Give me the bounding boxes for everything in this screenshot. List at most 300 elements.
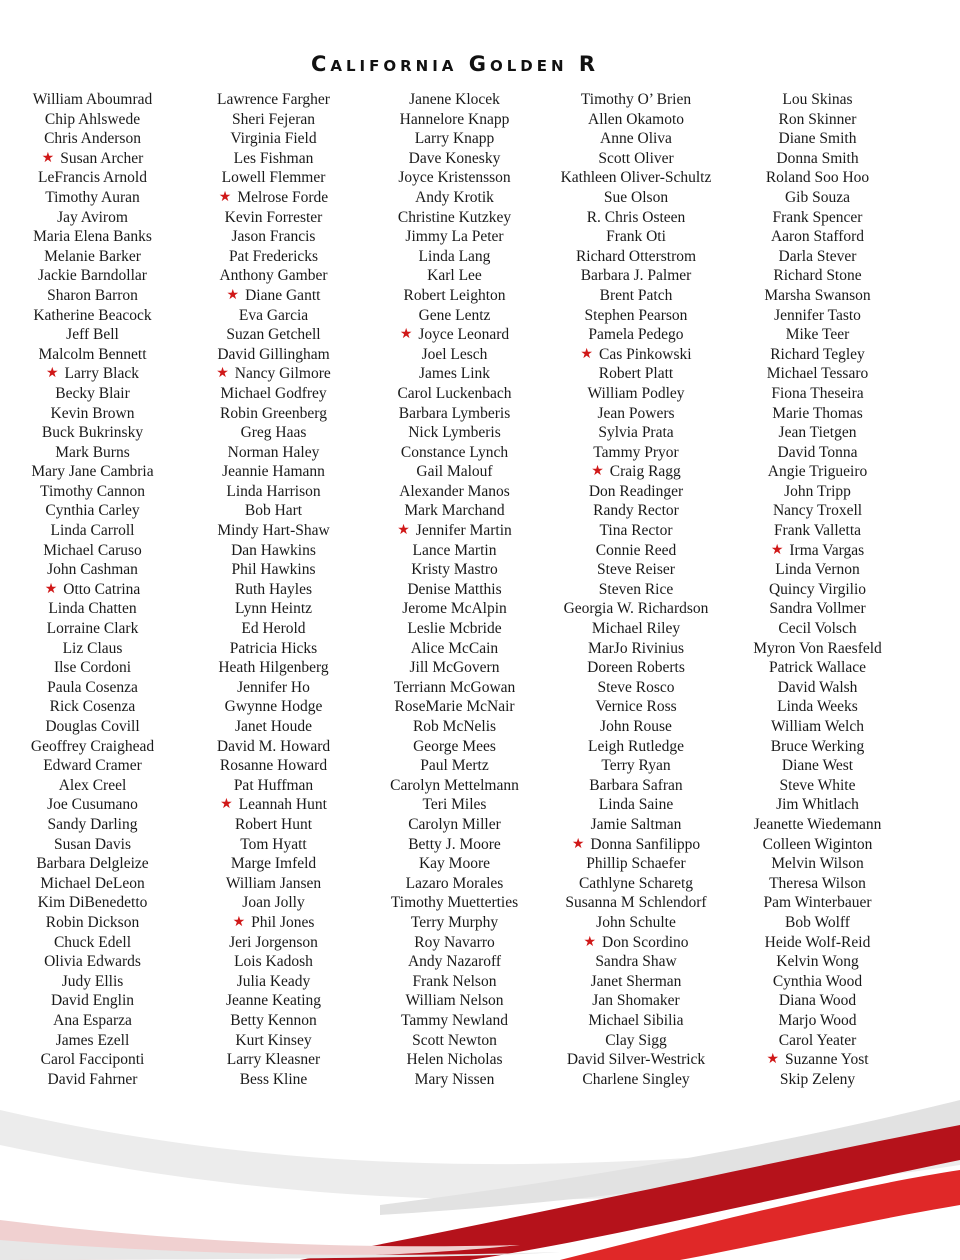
name-text: Timothy Muetterties bbox=[390, 894, 519, 912]
name-entry bbox=[219, 188, 328, 208]
name-text: Leigh Rutledge bbox=[588, 737, 684, 755]
name-entry bbox=[773, 266, 861, 286]
name-text: Jamie Saltman bbox=[590, 815, 682, 833]
name-entry bbox=[769, 580, 866, 600]
name-entry bbox=[230, 1011, 317, 1031]
name-text: Gwynne Hodge bbox=[224, 698, 323, 716]
name-text: Ed Herold bbox=[241, 620, 306, 638]
name-text: Maria Elena Banks bbox=[33, 228, 152, 246]
name-text: Fiona Theseira bbox=[771, 384, 864, 402]
name-entry bbox=[769, 658, 866, 678]
name-entry bbox=[402, 599, 507, 619]
name-text: Judy Ellis bbox=[61, 972, 124, 990]
name-text: Eva Garcia bbox=[238, 306, 309, 324]
name-entry bbox=[588, 737, 684, 757]
name-text: Steve Rosco bbox=[597, 678, 675, 696]
name-text: Pat Huffman bbox=[233, 776, 314, 794]
name-entry bbox=[408, 423, 501, 443]
name-entry bbox=[779, 110, 857, 130]
name-text: Craig Ragg bbox=[609, 463, 681, 481]
name-text: MarJo Rivinius bbox=[587, 639, 685, 657]
name-entry bbox=[38, 168, 147, 188]
name-entry bbox=[768, 462, 867, 482]
name-text: Susan Davis bbox=[53, 835, 132, 853]
name-entry bbox=[217, 345, 329, 365]
name-text: Scott Newton bbox=[412, 1031, 497, 1049]
name-entry bbox=[216, 364, 331, 384]
name-text: Skip Zeleny bbox=[779, 1070, 856, 1088]
name-entry bbox=[47, 560, 138, 580]
name-text: Sylvia Prata bbox=[598, 424, 674, 442]
name-text: David M. Howard bbox=[216, 737, 331, 755]
name-text: Jeff Bell bbox=[66, 326, 119, 344]
name-text: Carol Yeater bbox=[778, 1031, 857, 1049]
name-text: Chip Ahlswede bbox=[44, 110, 141, 128]
name-text: Katherine Beacock bbox=[33, 306, 152, 324]
name-columns bbox=[2, 90, 908, 1090]
name-entry bbox=[419, 854, 490, 874]
name-entry bbox=[763, 835, 873, 855]
name-text: Robert Platt bbox=[598, 365, 674, 383]
name-text: Allen Okamoto bbox=[588, 110, 684, 128]
name-text: Doreen Roberts bbox=[587, 659, 685, 677]
name-entry bbox=[583, 933, 688, 953]
name-text: Charlene Singley bbox=[582, 1070, 690, 1088]
name-text: David Fahrner bbox=[47, 1070, 138, 1088]
name-entry bbox=[54, 658, 131, 678]
name-entry bbox=[57, 208, 128, 228]
name-entry bbox=[235, 717, 312, 737]
name-text: Cynthia Wood bbox=[772, 972, 863, 990]
name-entry bbox=[239, 306, 308, 326]
name-entry bbox=[591, 815, 682, 835]
name-text: Richard Stone bbox=[773, 267, 862, 285]
name-entry bbox=[237, 972, 311, 992]
name-entry bbox=[226, 482, 320, 502]
name-entry bbox=[605, 1031, 667, 1051]
name-text: Barbara Delgleize bbox=[36, 855, 149, 873]
name-entry bbox=[415, 129, 495, 149]
name-text: John Tripp bbox=[784, 482, 851, 500]
name-entry bbox=[416, 462, 492, 482]
name-text: Joyce Leonard bbox=[418, 326, 510, 344]
name-text: Kristy Mastro bbox=[411, 561, 498, 579]
name-entry bbox=[599, 795, 673, 815]
name-text: Bruce Werking bbox=[770, 737, 865, 755]
name-entry bbox=[580, 345, 691, 365]
name-text: Colleen Wiginton bbox=[762, 835, 873, 853]
name-entry bbox=[779, 991, 856, 1011]
name-entry bbox=[401, 443, 508, 463]
name-text: Sandra Shaw bbox=[595, 953, 677, 971]
name-text: Donna Smith bbox=[776, 149, 859, 167]
name-text: John Cashman bbox=[47, 561, 138, 579]
name-entry bbox=[753, 639, 882, 659]
name-entry bbox=[592, 991, 679, 1011]
name-entry bbox=[59, 776, 127, 796]
star-icon: ★ bbox=[399, 327, 413, 343]
name-entry bbox=[225, 208, 323, 228]
name-entry bbox=[567, 1050, 705, 1070]
name-entry bbox=[235, 580, 312, 600]
name-text: Richard Otterstrom bbox=[575, 247, 697, 265]
star-icon: ★ bbox=[591, 464, 604, 480]
name-entry bbox=[771, 737, 865, 757]
name-text: David Gillingham bbox=[217, 345, 330, 363]
name-text: Joyce Kristensson bbox=[398, 169, 511, 187]
star-icon: ★ bbox=[770, 542, 784, 558]
name-entry bbox=[230, 129, 316, 149]
name-entry bbox=[598, 423, 673, 443]
name-entry bbox=[38, 266, 147, 286]
name-entry bbox=[408, 835, 501, 855]
name-text: Chuck Edell bbox=[53, 933, 132, 951]
name-entry bbox=[44, 129, 141, 149]
name-text: Rob McNelis bbox=[412, 718, 497, 735]
name-entry bbox=[779, 247, 857, 267]
name-entry bbox=[218, 658, 328, 678]
name-entry bbox=[599, 364, 673, 384]
name-entry bbox=[399, 482, 510, 502]
name-entry bbox=[228, 443, 320, 463]
name-entry bbox=[776, 795, 859, 815]
name-entry bbox=[38, 893, 148, 913]
name-text: Patricia Hicks bbox=[229, 639, 318, 657]
name-entry bbox=[769, 599, 865, 619]
name-entry bbox=[232, 110, 315, 130]
name-entry bbox=[764, 286, 870, 306]
name-entry bbox=[779, 423, 857, 443]
name-entry bbox=[51, 991, 134, 1011]
name-entry bbox=[773, 501, 862, 521]
name-text: Barbara Safran bbox=[589, 776, 683, 794]
name-entry bbox=[226, 325, 320, 345]
name-entry bbox=[422, 345, 488, 365]
name-entry bbox=[409, 149, 501, 169]
name-entry bbox=[410, 658, 500, 678]
name-entry bbox=[399, 404, 510, 424]
name-entry bbox=[242, 893, 304, 913]
name-text: John Schulte bbox=[596, 913, 676, 931]
name-entry bbox=[391, 893, 518, 913]
name-entry bbox=[227, 1050, 320, 1070]
name-entry bbox=[227, 286, 321, 306]
name-entry bbox=[397, 384, 511, 404]
name-entry bbox=[780, 1070, 855, 1090]
name-entry bbox=[397, 521, 512, 541]
name-text: William Podley bbox=[587, 384, 685, 402]
name-entry bbox=[406, 874, 504, 894]
name-entry bbox=[31, 737, 154, 757]
name-text: Andy Nazaroff bbox=[407, 953, 502, 971]
name-text: Rick Cosenza bbox=[49, 698, 136, 716]
name-text: Carol Luckenbach bbox=[397, 384, 512, 402]
name-text: Jill McGovern bbox=[409, 659, 500, 677]
name-entry bbox=[774, 306, 861, 326]
name-entry bbox=[599, 521, 672, 541]
name-entry bbox=[774, 521, 861, 541]
name-entry bbox=[785, 188, 850, 208]
name-text: Bob Hart bbox=[244, 502, 303, 520]
name-text: William Welch bbox=[771, 718, 864, 735]
name-text: William Nelson bbox=[405, 992, 504, 1010]
name-entry bbox=[222, 168, 326, 188]
name-text: Kurt Kinsey bbox=[235, 1031, 312, 1049]
name-text: Janet Sherman bbox=[590, 972, 682, 990]
name-text: Jay Avirom bbox=[57, 208, 128, 226]
name-column bbox=[545, 90, 727, 1090]
name-entry bbox=[33, 227, 152, 247]
name-text: Jan Shomaker bbox=[592, 992, 680, 1010]
name-text: David Walsh bbox=[777, 678, 858, 696]
name-text: Frank Valletta bbox=[773, 522, 862, 540]
name-text: Georgia W. Richardson bbox=[563, 600, 709, 618]
name-entry bbox=[48, 1070, 138, 1090]
name-text: Cecil Volsch bbox=[778, 620, 857, 638]
star-icon: ★ bbox=[218, 189, 232, 205]
name-text: Theresa Wilson bbox=[769, 874, 866, 892]
name-entry bbox=[226, 991, 321, 1011]
name-entry bbox=[54, 933, 131, 953]
name-text: Susan Archer bbox=[60, 149, 144, 167]
name-entry bbox=[226, 874, 321, 894]
name-entry bbox=[411, 560, 498, 580]
name-entry bbox=[587, 384, 684, 404]
name-entry bbox=[587, 208, 686, 228]
name-entry bbox=[778, 1011, 856, 1031]
name-entry bbox=[588, 325, 683, 345]
name-entry bbox=[45, 501, 139, 521]
name-text: Marge Imfeld bbox=[230, 855, 317, 873]
name-entry bbox=[56, 1031, 130, 1051]
name-entry bbox=[778, 678, 858, 698]
name-text: Carol Facciponti bbox=[40, 1051, 145, 1069]
name-text: Jean Powers bbox=[597, 404, 675, 422]
name-entry bbox=[412, 1031, 497, 1051]
name-text: Geoffrey Craighead bbox=[30, 737, 155, 755]
name-entry bbox=[232, 227, 316, 247]
name-entry bbox=[46, 364, 139, 384]
name-text: Lois Kadosh bbox=[234, 953, 313, 971]
name-entry bbox=[41, 1050, 145, 1070]
name-entry bbox=[771, 227, 864, 247]
name-text: James Link bbox=[418, 365, 491, 383]
name-entry bbox=[597, 678, 674, 698]
name-text: Michael Tessaro bbox=[766, 365, 869, 383]
name-entry bbox=[411, 639, 498, 659]
name-text: Michael Godfrey bbox=[220, 384, 327, 402]
star-icon: ★ bbox=[216, 366, 229, 382]
name-entry bbox=[394, 678, 516, 698]
name-text: Terriann McGowan bbox=[393, 678, 516, 696]
name-text: Alex Creel bbox=[58, 776, 127, 794]
name-text: Lazaro Morales bbox=[405, 874, 504, 892]
name-text: Jimmy La Peter bbox=[405, 228, 504, 246]
star-icon: ★ bbox=[232, 914, 246, 930]
name-text: David Silver-Westrick bbox=[566, 1051, 706, 1069]
name-entry bbox=[599, 580, 673, 600]
name-text: Mark Marchand bbox=[404, 502, 505, 520]
name-entry bbox=[771, 384, 863, 404]
name-entry bbox=[606, 227, 666, 247]
name-text: Kevin Forrester bbox=[224, 208, 323, 226]
name-entry bbox=[220, 404, 327, 424]
name-entry bbox=[40, 874, 145, 894]
name-text: Marie Thomas bbox=[772, 404, 863, 422]
name-text: Randy Rector bbox=[593, 502, 679, 520]
name-text: Michael Caruso bbox=[43, 541, 142, 559]
name-text: Diana Wood bbox=[778, 992, 857, 1010]
name-text: John Rouse bbox=[600, 718, 672, 735]
name-entry bbox=[45, 188, 140, 208]
name-text: Jennifer Ho bbox=[237, 678, 310, 696]
name-text: Lawrence Fargher bbox=[217, 91, 330, 108]
name-entry bbox=[766, 168, 869, 188]
name-entry bbox=[415, 188, 494, 208]
name-text: Virginia Field bbox=[230, 130, 317, 148]
name-text: Bob Wolff bbox=[785, 913, 850, 931]
name-text: Christine Kutzkey bbox=[397, 208, 512, 226]
name-text: Heath Hilgenberg bbox=[218, 659, 329, 677]
name-entry bbox=[42, 149, 144, 169]
name-text: Teri Miles bbox=[422, 796, 487, 814]
name-entry bbox=[235, 1031, 311, 1051]
name-text: Frank Nelson bbox=[412, 972, 497, 990]
name-entry bbox=[419, 247, 491, 267]
name-entry bbox=[46, 913, 139, 933]
name-entry bbox=[31, 462, 153, 482]
name-text: Ron Skinner bbox=[778, 110, 857, 128]
name-entry bbox=[407, 619, 501, 639]
name-text: Jeri Jorgenson bbox=[229, 933, 318, 951]
name-text: Gail Malouf bbox=[416, 463, 493, 481]
name-text: Lynn Heintz bbox=[234, 600, 313, 618]
name-entry bbox=[419, 306, 491, 326]
name-text: Rosanne Howard bbox=[219, 757, 328, 775]
name-text: Larry Black bbox=[64, 365, 139, 383]
name-text: Phil Hawkins bbox=[231, 561, 316, 579]
name-text: Jason Francis bbox=[231, 228, 316, 246]
name-text: Kevin Brown bbox=[50, 404, 135, 422]
name-text: Susanna M Schlendorf bbox=[565, 894, 707, 912]
name-entry bbox=[229, 247, 318, 267]
name-entry bbox=[769, 874, 866, 894]
name-text: Betty Kennon bbox=[230, 1011, 317, 1029]
name-text: Michael Riley bbox=[591, 620, 681, 638]
name-entry bbox=[411, 913, 498, 933]
name-text: Pamela Pedego bbox=[588, 326, 684, 344]
name-entry bbox=[55, 443, 129, 463]
star-icon: ★ bbox=[226, 287, 240, 303]
name-text: Roy Navarro bbox=[414, 933, 495, 951]
name-text: Karl Lee bbox=[427, 267, 482, 285]
name-text: Chris Anderson bbox=[44, 130, 141, 148]
name-text: Steve Reiser bbox=[597, 561, 675, 579]
name-entry bbox=[222, 462, 325, 482]
name-entry bbox=[771, 854, 864, 874]
name-entry bbox=[398, 168, 510, 188]
name-text: Suzan Getchell bbox=[226, 326, 321, 344]
name-entry bbox=[593, 443, 678, 463]
name-column bbox=[183, 90, 364, 1090]
name-entry bbox=[782, 90, 852, 110]
name-text: Becky Blair bbox=[55, 384, 130, 402]
name-text: Sue Olson bbox=[603, 188, 669, 206]
name-text: Jennifer Tasto bbox=[774, 306, 861, 324]
name-entry bbox=[234, 952, 313, 972]
name-text: Carolyn Mettelmann bbox=[390, 776, 519, 794]
name-text: Michael Sibilia bbox=[588, 1011, 684, 1029]
decorative-swoosh bbox=[0, 1090, 960, 1260]
name-entry bbox=[231, 854, 316, 874]
name-text: Jennifer Martin bbox=[415, 522, 512, 540]
name-entry bbox=[233, 913, 315, 933]
name-entry bbox=[51, 521, 135, 541]
name-text: Douglas Covill bbox=[45, 718, 140, 735]
name-text: Aaron Stafford bbox=[770, 228, 865, 246]
name-text: Michael DeLeon bbox=[40, 874, 145, 892]
name-entry bbox=[241, 423, 307, 443]
name-column bbox=[727, 90, 908, 1090]
name-text: Frank Oti bbox=[606, 228, 666, 246]
name-entry bbox=[596, 541, 677, 561]
name-text: Darla Stever bbox=[778, 247, 857, 265]
name-entry bbox=[771, 717, 864, 737]
name-text: Steven Rice bbox=[598, 580, 674, 598]
name-entry bbox=[565, 893, 706, 913]
name-text: Melrose Forde bbox=[237, 188, 329, 206]
name-entry bbox=[765, 933, 871, 953]
name-entry bbox=[38, 345, 146, 365]
name-entry bbox=[40, 482, 145, 502]
name-text: Jeanne Keating bbox=[225, 992, 322, 1010]
name-entry bbox=[413, 737, 496, 757]
name-text: Phillip Schaefer bbox=[586, 855, 686, 873]
name-text: Linda Saine bbox=[598, 796, 674, 814]
name-entry bbox=[45, 580, 141, 600]
name-entry bbox=[770, 345, 865, 365]
name-entry bbox=[591, 462, 681, 482]
name-text: Jeannie Hamann bbox=[222, 463, 325, 481]
name-text: Jim Whitlach bbox=[776, 796, 859, 814]
name-entry bbox=[33, 90, 152, 110]
name-text: Pam Winterbauer bbox=[763, 894, 872, 912]
name-text: Timothy Auran bbox=[45, 188, 140, 206]
name-entry bbox=[48, 599, 136, 619]
name-text: Tina Rector bbox=[599, 522, 673, 540]
name-text: Les Fishman bbox=[233, 149, 314, 167]
name-text: Marsha Swanson bbox=[764, 286, 871, 304]
name-text: Linda Vernon bbox=[775, 561, 860, 579]
name-text: Dan Hawkins bbox=[231, 541, 316, 559]
name-entry bbox=[427, 266, 482, 286]
name-entry bbox=[784, 482, 851, 502]
name-text: Mary Nissen bbox=[414, 1070, 495, 1088]
name-text: Edward Cramer bbox=[43, 757, 142, 775]
name-entry bbox=[42, 423, 143, 443]
name-text: Ilse Cordoni bbox=[53, 659, 132, 677]
name-entry bbox=[593, 501, 679, 521]
name-entry bbox=[240, 1070, 308, 1090]
name-entry bbox=[766, 1050, 868, 1070]
name-entry bbox=[572, 835, 700, 855]
name-text: Buck Bukrinsky bbox=[41, 424, 144, 442]
name-text: Tammy Pryor bbox=[593, 443, 679, 461]
name-text: Robert Hunt bbox=[234, 815, 313, 833]
name-entry bbox=[62, 972, 124, 992]
name-entry bbox=[407, 580, 501, 600]
name-entry bbox=[45, 717, 139, 737]
